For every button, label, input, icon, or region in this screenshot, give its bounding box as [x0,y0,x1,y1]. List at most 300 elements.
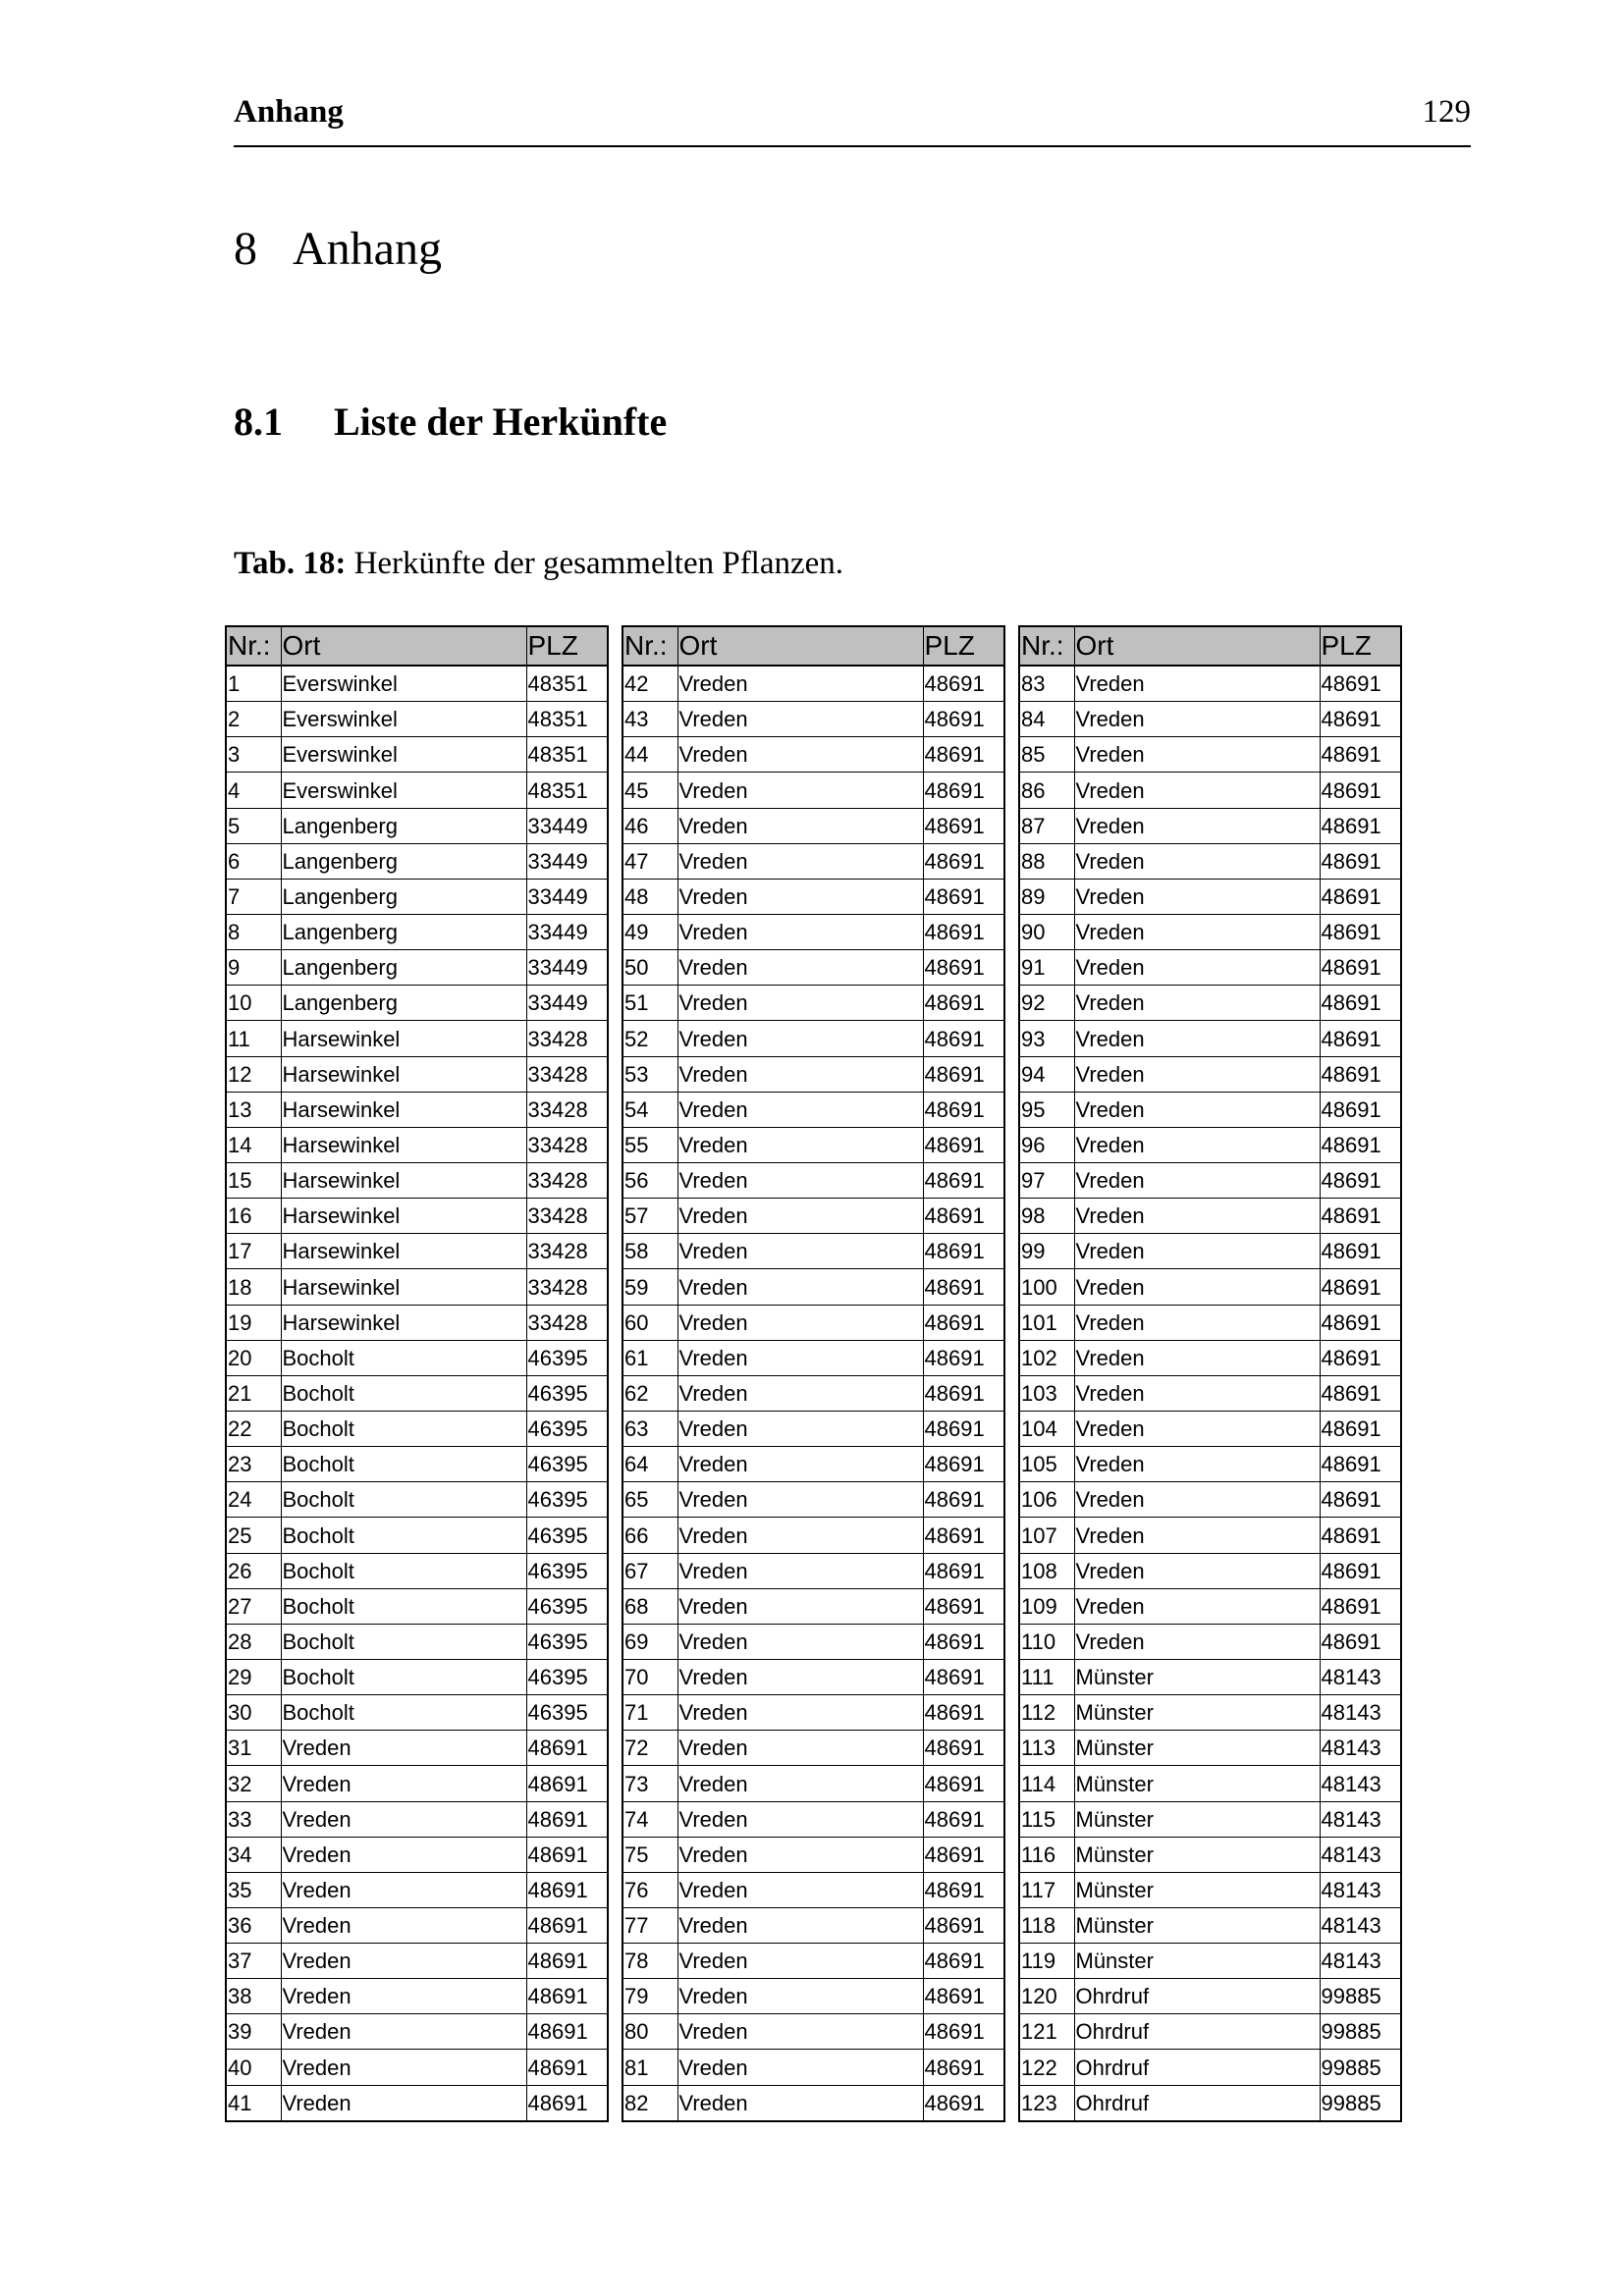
cell-nr: 16 [227,1199,281,1234]
table-row [1020,808,1400,843]
cell-nr: 38 [227,1979,281,2014]
cell-plz: 48691 [923,1269,1003,1305]
table-row [227,1199,607,1234]
table-row [623,1305,1003,1340]
cell-plz: 48691 [923,914,1003,949]
cell-ort: Münster [1074,1766,1320,1801]
header-plz: PLZ [1320,626,1400,666]
cell-nr: 77 [623,1907,677,1943]
cell-nr: 61 [623,1340,677,1375]
table-row [1020,1837,1400,1872]
cell-nr: 57 [623,1199,677,1234]
cell-plz: 48143 [1320,1907,1400,1943]
cell-ort: Vreden [677,1731,923,1766]
cell-ort: Vreden [677,1162,923,1198]
cell-ort: Vreden [281,1872,526,1907]
table-row [1020,1056,1400,1092]
table-header-row [1020,626,1400,666]
cell-plz: 48691 [923,1553,1003,1588]
cell-nr: 108 [1020,1553,1074,1588]
table-row [623,1907,1003,1943]
cell-ort: Harsewinkel [281,1056,526,1092]
cell-ort: Bocholt [281,1411,526,1446]
cell-ort: Vreden [1074,1234,1320,1269]
cell-nr: 23 [227,1447,281,1482]
cell-nr: 104 [1020,1411,1074,1446]
cell-ort: Vreden [1074,1553,1320,1588]
cell-nr: 107 [1020,1518,1074,1553]
cell-ort: Vreden [281,2085,526,2120]
cell-plz: 48691 [923,1624,1003,1659]
cell-nr: 102 [1020,1340,1074,1375]
table-row [1020,1447,1400,1482]
cell-plz: 48691 [526,1837,607,1872]
cell-nr: 2 [227,702,281,737]
cell-plz: 48691 [923,702,1003,737]
table-row [1020,1162,1400,1198]
cell-nr: 74 [623,1801,677,1837]
cell-nr: 46 [623,808,677,843]
table-row [623,1162,1003,1198]
table-row [1020,986,1400,1021]
cell-plz: 46395 [526,1624,607,1659]
cell-nr: 98 [1020,1199,1074,1234]
cell-ort: Langenberg [281,808,526,843]
cell-nr: 8 [227,914,281,949]
chapter-title: Anhang [293,223,442,275]
cell-nr: 78 [623,1944,677,1979]
cell-nr: 122 [1020,2050,1074,2085]
cell-ort: Vreden [677,1056,923,1092]
cell-nr: 41 [228,2090,252,2115]
cell-plz: 48691 [923,1411,1003,1446]
cell-plz: 99885 [1320,1979,1400,2014]
cell-ort: Vreden [1074,702,1320,737]
cell-ort: Vreden [677,2050,923,2085]
cell-nr: 83 [1020,666,1074,702]
cell-plz: 99885 [1320,2085,1400,2120]
cell-plz: 48691 [923,1234,1003,1269]
cell-plz: 33428 [526,1021,607,1056]
cell-plz: 48691 [923,1907,1003,1943]
table-block-2 [622,625,1005,2122]
table-row [1020,1092,1400,1127]
cell-plz: 48691 [1320,1411,1400,1446]
cell-nr: 84 [1020,702,1074,737]
cell-plz: 48351 [526,773,607,808]
cell-plz: 48691 [1320,1021,1400,1056]
cell-ort: Everswinkel [281,773,526,808]
cell-ort: Vreden [677,2085,923,2120]
cell-plz: 48691 [1320,1518,1400,1553]
cell-ort: Vreden [1074,1127,1320,1162]
cell-plz: 48691 [1320,914,1400,949]
cell-nr: 42 [623,666,677,702]
table-row [227,1482,607,1518]
table-row [227,879,607,914]
table-row [227,1269,607,1305]
cell-ort: Vreden [281,2050,526,2085]
cell-nr: 89 [1020,879,1074,914]
cell-ort: Vreden [1074,1056,1320,1092]
header-plz: PLZ [526,626,607,666]
cell-plz: 48691 [923,1375,1003,1411]
cell-plz: 33428 [526,1199,607,1234]
page-number: 129 [1422,94,1471,130]
cell-nr: 116 [1020,1837,1074,1872]
table-row [1020,879,1400,914]
cell-nr: 36 [227,1907,281,1943]
table-row [227,950,607,986]
cell-nr: 68 [623,1588,677,1624]
table-row [623,1482,1003,1518]
cell-plz: 48691 [526,1766,607,1801]
table-row [623,1624,1003,1659]
table-row [227,1340,607,1375]
cell-ort: Vreden [281,1801,526,1837]
cell-nr: 35 [227,1872,281,1907]
cell-nr: 28 [227,1624,281,1659]
table-row [227,1021,607,1056]
cell-ort: Vreden [677,1411,923,1446]
cell-plz: 48143 [1320,1659,1400,1694]
table-row [623,773,1003,808]
cell-plz: 46395 [526,1482,607,1518]
table-row [1020,1375,1400,1411]
cell-ort: Vreden [677,808,923,843]
cell-plz: 48691 [1320,1482,1400,1518]
table-row [227,666,607,702]
cell-ort: Harsewinkel [281,1234,526,1269]
table-row [1020,1588,1400,1624]
cell-plz: 48691 [923,1127,1003,1162]
table-row [623,737,1003,773]
table-row [623,1092,1003,1127]
cell-ort: Everswinkel [281,666,526,702]
chapter-heading [234,222,442,276]
cell-plz: 46395 [526,1340,607,1375]
table-row [227,1837,607,1872]
cell-plz: 48691 [526,1731,607,1766]
cell-ort: Vreden [1074,914,1320,949]
table-row [623,1553,1003,1588]
table-row [1020,1199,1400,1234]
running-title: Anhang [234,94,344,130]
cell-nr: 93 [1020,1021,1074,1056]
table-row [227,1801,607,1837]
cell-plz: 46395 [526,1588,607,1624]
cell-nr: 49 [623,914,677,949]
chapter-number: 8 [234,223,257,275]
cell-plz: 48691 [1320,1056,1400,1092]
cell-plz: 48143 [1320,1872,1400,1907]
cell-nr: 96 [1020,1127,1074,1162]
cell-nr: 33 [227,1801,281,1837]
cell-nr: 113 [1020,1731,1074,1766]
cell-ort: Münster [1074,1837,1320,1872]
cell-plz: 48691 [923,1021,1003,1056]
cell-ort: Vreden [1074,1375,1320,1411]
cell-nr: 91 [1020,950,1074,986]
cell-plz: 46395 [526,1695,607,1731]
cell-nr: 106 [1020,1482,1074,1518]
table-row [1020,1944,1400,1979]
cell-ort: Vreden [1074,950,1320,986]
cell-plz: 48143 [1320,1944,1400,1979]
cell-plz: 48691 [1320,1234,1400,1269]
cell-nr: 90 [1020,914,1074,949]
table-row [227,1944,607,1979]
header-ort: Ort [281,626,526,666]
cell-nr: 15 [227,1162,281,1198]
cell-nr: 97 [1020,1162,1074,1198]
table-row [227,702,607,737]
cell-plz: 48691 [526,1979,607,2014]
cell-nr: 69 [623,1624,677,1659]
table-row [1020,1553,1400,1588]
cell-plz: 48691 [923,1199,1003,1234]
cell-nr: 105 [1020,1447,1074,1482]
cell-plz: 33428 [526,1234,607,1269]
cell-plz: 48691 [526,1872,607,1907]
cell-nr: 100 [1020,1269,1074,1305]
cell-plz: 48691 [923,1766,1003,1801]
cell-ort: Vreden [1074,1482,1320,1518]
cell-plz: 48691 [1320,950,1400,986]
table-row [623,1411,1003,1446]
table-row [227,1092,607,1127]
cell-ort: Ohrdruf [1074,2014,1320,2050]
cell-plz: 33428 [526,1269,607,1305]
origins-table [227,625,607,2120]
cell-ort: Vreden [1074,737,1320,773]
cell-nr: 20 [227,1340,281,1375]
table-row [1020,1518,1400,1553]
cell-ort: Vreden [1074,1588,1320,1624]
cell-nr: 81 [623,2050,677,2085]
cell-nr: 55 [623,1127,677,1162]
cell-ort: Vreden [677,1624,923,1659]
cell-plz: 46395 [526,1375,607,1411]
origins-table [1020,625,1400,2120]
table-row [227,737,607,773]
cell-ort: Vreden [1074,1021,1320,1056]
table-row [623,1695,1003,1731]
table-row [623,1872,1003,1907]
cell-nr: 66 [623,1518,677,1553]
running-header [234,94,1471,147]
cell-ort: Vreden [677,1659,923,1694]
table-row [227,1375,607,1411]
table-row [1020,2085,1400,2120]
cell-ort: Vreden [1074,1411,1320,1446]
table-row [623,1375,1003,1411]
cell-plz: 33428 [526,1127,607,1162]
table-row [227,1518,607,1553]
cell-plz: 48691 [1320,773,1400,808]
cell-nr: 37 [227,1944,281,1979]
cell-ort: Ohrdruf [1074,2085,1320,2120]
table-row [227,1162,607,1198]
cell-nr: 13 [227,1092,281,1127]
cell-ort: Vreden [677,1127,923,1162]
table-row [227,986,607,1021]
cell-plz: 46395 [526,1411,607,1446]
cell-ort: Bocholt [281,1695,526,1731]
cell-plz: 48691 [1320,879,1400,914]
cell-plz: 48691 [1320,1305,1400,1340]
cell-ort: Harsewinkel [281,1092,526,1127]
cell-plz: 48691 [923,950,1003,986]
table-row [1020,1482,1400,1518]
cell-nr: 59 [623,1269,677,1305]
cell-nr: 31 [227,1731,281,1766]
table-row [623,1979,1003,2014]
table-row [227,1659,607,1694]
cell-plz: 48691 [923,1837,1003,1872]
cell-nr: 87 [1020,808,1074,843]
cell-plz: 48143 [1320,1695,1400,1731]
cell-plz: 33449 [526,879,607,914]
cell-ort: Münster [1074,1944,1320,1979]
table-row [1020,1872,1400,1907]
cell-ort: Vreden [1074,1269,1320,1305]
cell-ort: Münster [1074,1801,1320,1837]
header-nr: Nr.: [623,626,677,666]
cell-nr: 82 [624,2090,649,2115]
cell-nr: 123 [1021,2090,1057,2115]
cell-ort: Vreden [677,1092,923,1127]
table-row [1020,1624,1400,1659]
header-nr: Nr.: [227,626,281,666]
table-row [1020,773,1400,808]
table-row [623,1766,1003,1801]
table-row [227,1056,607,1092]
cell-nr: 71 [623,1695,677,1731]
cell-nr: 54 [623,1092,677,1127]
table-row [1020,1766,1400,1801]
cell-ort: Vreden [677,737,923,773]
cell-nr: 58 [623,1234,677,1269]
table-caption [234,546,843,582]
caption-text: Herkünfte der gesammelten Pflanzen. [346,546,844,581]
table-row [623,1127,1003,1162]
cell-plz: 48351 [526,666,607,702]
cell-ort: Vreden [677,1269,923,1305]
cell-ort: Bocholt [281,1553,526,1588]
cell-nr: 26 [227,1553,281,1588]
cell-ort: Vreden [281,1731,526,1766]
table-row [623,1234,1003,1269]
cell-nr: 51 [623,986,677,1021]
cell-ort: Vreden [677,843,923,879]
cell-plz: 48691 [1320,1447,1400,1482]
cell-ort: Vreden [677,2014,923,2050]
cell-nr: 47 [623,843,677,879]
cell-plz: 48691 [923,1659,1003,1694]
cell-ort: Vreden [677,986,923,1021]
cell-ort: Bocholt [281,1340,526,1375]
cell-ort: Vreden [677,1375,923,1411]
cell-plz: 48691 [923,986,1003,1021]
cell-plz: 48691 [526,2014,607,2050]
cell-plz: 48691 [1320,1199,1400,1234]
cell-ort: Vreden [677,1944,923,1979]
cell-ort: Vreden [677,950,923,986]
table-row [623,1447,1003,1482]
cell-plz: 46395 [526,1553,607,1588]
cell-plz: 48691 [923,2085,1003,2120]
cell-nr: 118 [1020,1907,1074,1943]
table-row [227,1127,607,1162]
table-row [623,986,1003,1021]
cell-nr: 111 [1020,1659,1074,1694]
cell-ort: Harsewinkel [281,1269,526,1305]
cell-ort: Münster [1074,1695,1320,1731]
cell-ort: Vreden [1074,666,1320,702]
table-row [227,1447,607,1482]
cell-ort: Langenberg [281,843,526,879]
table-row [1020,1411,1400,1446]
cell-plz: 48691 [1320,702,1400,737]
cell-nr: 27 [227,1588,281,1624]
cell-ort: Vreden [677,1305,923,1340]
table-header-row [227,626,607,666]
cell-ort: Vreden [677,1766,923,1801]
table-row [623,1056,1003,1092]
table-row [227,1872,607,1907]
cell-nr: 115 [1020,1801,1074,1837]
table-row [623,1944,1003,1979]
cell-nr: 14 [227,1127,281,1162]
cell-plz: 48691 [1320,1553,1400,1588]
table-row [1020,1731,1400,1766]
caption-label: Tab. 18: [234,546,347,581]
cell-nr: 60 [623,1305,677,1340]
cell-nr: 72 [623,1731,677,1766]
cell-plz: 48691 [923,666,1003,702]
cell-plz: 48691 [1320,1375,1400,1411]
header-ort: Ort [677,626,923,666]
cell-ort: Vreden [677,879,923,914]
cell-plz: 48691 [923,1447,1003,1482]
cell-ort: Münster [1074,1731,1320,1766]
cell-nr: 114 [1020,1766,1074,1801]
cell-nr: 6 [227,843,281,879]
cell-plz: 48691 [526,2050,607,2085]
cell-plz: 48691 [923,1162,1003,1198]
cell-ort: Münster [1074,1659,1320,1694]
cell-nr: 70 [623,1659,677,1694]
cell-plz: 48691 [1320,1162,1400,1198]
cell-nr: 67 [623,1553,677,1588]
table-row [227,808,607,843]
table-row [1020,737,1400,773]
cell-ort: Bocholt [281,1482,526,1518]
cell-plz: 48691 [923,1340,1003,1375]
cell-nr: 80 [623,2014,677,2050]
table-row [227,1234,607,1269]
cell-ort: Vreden [281,2014,526,2050]
table-row [227,2085,607,2120]
table-row [623,1269,1003,1305]
cell-nr: 7 [227,879,281,914]
table-row [1020,1234,1400,1269]
cell-ort: Vreden [1074,879,1320,914]
cell-ort: Bocholt [281,1447,526,1482]
table-row [1020,2014,1400,2050]
cell-nr: 52 [623,1021,677,1056]
